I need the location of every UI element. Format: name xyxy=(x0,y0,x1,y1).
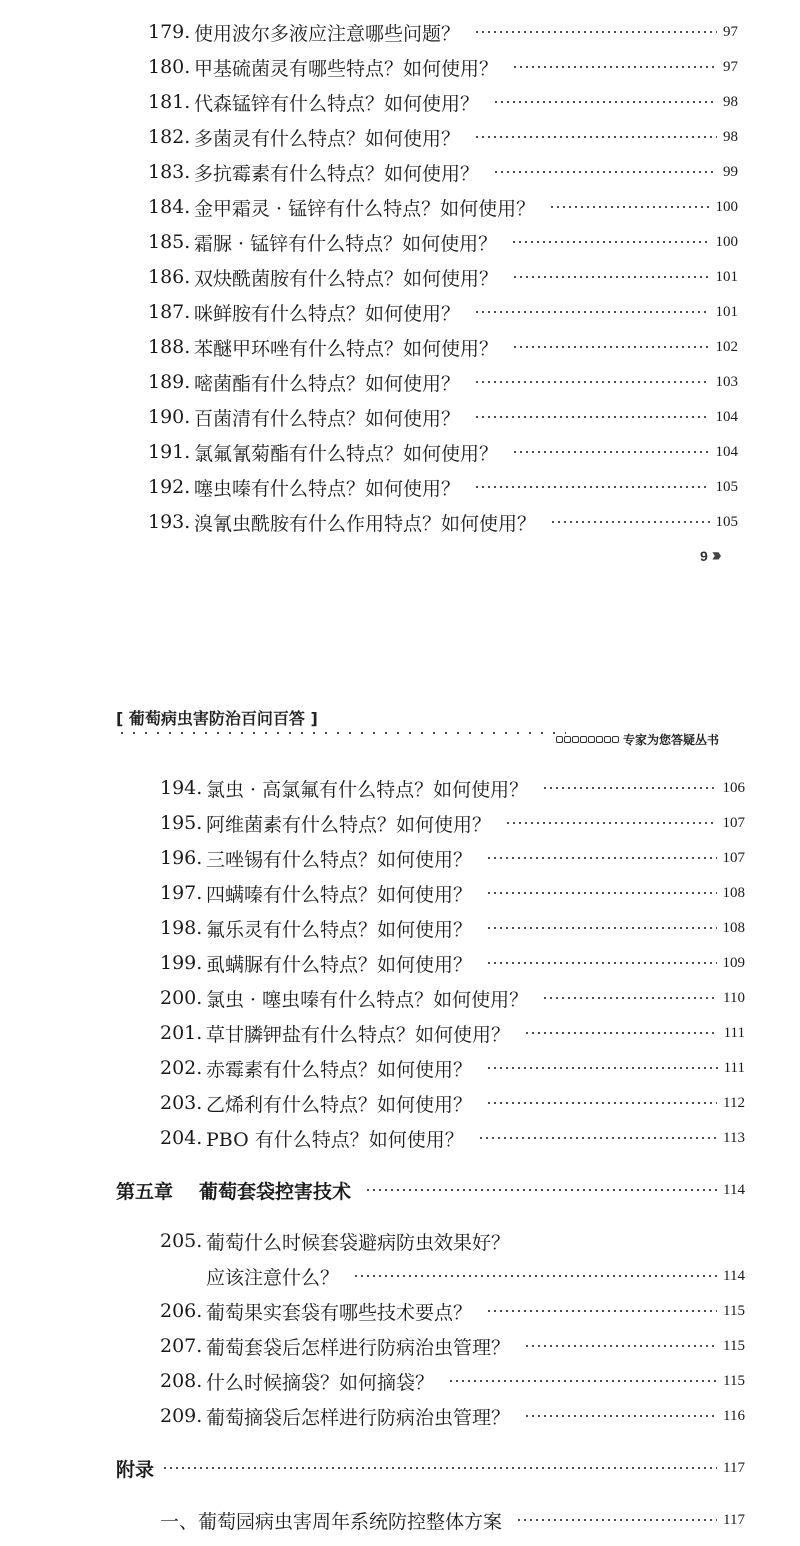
entry-title: 阿维菌素有什么特点？如何使用？ xyxy=(206,813,492,836)
entry-title: 乙烯利有什么特点？如何使用？ xyxy=(206,1093,473,1116)
leader-dots xyxy=(478,1136,717,1140)
entry-page: 115 xyxy=(723,1337,745,1354)
entry-page: 117 xyxy=(723,1459,745,1476)
leader-dots xyxy=(516,1518,717,1522)
leader-dots xyxy=(493,170,717,174)
entry-number: 180. xyxy=(148,56,191,78)
leader-dots xyxy=(474,30,717,34)
entry-title: 嘧菌酯有什么特点？如何使用？ xyxy=(194,372,461,395)
toc-entry xyxy=(148,332,738,362)
entry-page: 115 xyxy=(723,1372,745,1389)
leader-dots xyxy=(474,380,709,384)
entry-page: 110 xyxy=(723,989,745,1006)
entry-title: 多抗霉素有什么特点？如何使用？ xyxy=(194,162,480,185)
entry-page: 117 xyxy=(723,1511,745,1528)
entry-number: 181. xyxy=(148,91,191,113)
leader-dots xyxy=(162,1466,717,1470)
entry-page: 101 xyxy=(715,303,738,320)
toc-entry xyxy=(160,1366,745,1396)
entry-title: 咪鲜胺有什么特点？如何使用？ xyxy=(194,302,461,325)
entry-number: 186. xyxy=(148,266,191,288)
leader-dots xyxy=(486,1101,717,1105)
chapter-label: 第五章 xyxy=(116,1180,174,1203)
entry-page: 109 xyxy=(722,954,745,971)
entry-title: 应该注意什么？ xyxy=(206,1266,340,1289)
toc-entry xyxy=(160,843,745,873)
entry-page: 116 xyxy=(723,1407,745,1424)
entry-number: 191. xyxy=(148,441,191,463)
leader-dots xyxy=(365,1188,717,1192)
entry-title: 氯氟氰菊酯有什么特点？如何使用？ xyxy=(194,442,499,465)
entry-number: 205. xyxy=(160,1230,203,1252)
entry-number: 179. xyxy=(148,21,191,43)
entry-title: 什么时候摘袋？如何摘袋？ xyxy=(206,1371,435,1394)
leader-dots xyxy=(486,1309,717,1313)
entry-title: 双炔酰菌胺有什么特点？如何使用？ xyxy=(194,267,499,290)
entry-page: 105 xyxy=(715,513,738,530)
entry-title: 赤霉素有什么特点？如何使用？ xyxy=(206,1058,473,1081)
leader-dots xyxy=(512,65,717,69)
leader-dots xyxy=(474,415,709,419)
entry-title: 百菌清有什么特点？如何使用？ xyxy=(194,407,461,430)
chapter-heading xyxy=(116,1175,745,1205)
entry-page: 114 xyxy=(723,1181,745,1198)
entry-title: 葡萄什么时候套袋避病防虫效果好？ xyxy=(206,1231,511,1254)
leader-dots xyxy=(474,485,709,489)
toc-entry xyxy=(160,1401,745,1431)
entry-number: 194. xyxy=(160,777,203,799)
toc-entry-continuation xyxy=(206,1261,745,1291)
toc-entry xyxy=(148,402,738,432)
leader-dots xyxy=(524,1414,717,1418)
chapter-title: 葡萄套袋控害技术 xyxy=(199,1180,352,1203)
entry-title: 代森锰锌有什么特点？如何使用？ xyxy=(194,92,480,115)
entry-page: 111 xyxy=(723,1024,745,1041)
entry-page: 98 xyxy=(723,93,738,110)
entry-number: 204. xyxy=(160,1127,203,1149)
toc-entry xyxy=(160,808,745,838)
page-number-value: 9 xyxy=(700,548,708,564)
entry-page: 108 xyxy=(722,919,745,936)
leader-dots xyxy=(486,1066,718,1070)
toc-entry xyxy=(160,1053,745,1083)
leader-dots xyxy=(549,205,709,209)
toc-entry xyxy=(148,17,738,47)
entry-page: 113 xyxy=(723,1129,745,1146)
entry-page: 97 xyxy=(723,58,738,75)
toc-entry xyxy=(160,1018,745,1048)
toc-entry xyxy=(160,878,745,908)
entry-page: 104 xyxy=(715,408,738,425)
entry-page: 103 xyxy=(715,373,738,390)
entry-number: 185. xyxy=(148,231,191,253)
leader-dots xyxy=(486,856,716,860)
entry-title: 甲基硫菌灵有哪些特点？如何使用？ xyxy=(194,57,499,80)
entry-title: 多菌灵有什么特点？如何使用？ xyxy=(194,127,461,150)
toc-entry xyxy=(148,262,738,292)
entry-title: 草甘膦钾盐有什么特点？如何使用？ xyxy=(206,1023,511,1046)
entry-number: 184. xyxy=(148,196,191,218)
entry-number: 200. xyxy=(160,987,203,1009)
entry-title: 氯虫 · 噻虫嗪有什么特点？如何使用？ xyxy=(206,988,529,1011)
toc-entry xyxy=(148,297,738,327)
toc-entry xyxy=(148,227,738,257)
leader-dots xyxy=(448,1379,717,1383)
entry-title: 四螨嗪有什么特点？如何使用？ xyxy=(206,883,473,906)
entry-number: 190. xyxy=(148,406,191,428)
leader-dots xyxy=(474,310,709,314)
entry-number: 183. xyxy=(148,161,191,183)
toc-entry xyxy=(160,1296,745,1326)
entry-title: 一、葡萄园病虫害周年系统防控整体方案 xyxy=(160,1510,503,1533)
toc-entry xyxy=(160,773,745,803)
appendix-title: 附录 xyxy=(116,1458,155,1481)
entry-title: 葡萄套袋后怎样进行防病治虫管理？ xyxy=(206,1336,511,1359)
leader-dots xyxy=(524,1031,718,1035)
entry-number: 197. xyxy=(160,882,203,904)
toc-entry xyxy=(148,367,738,397)
running-header-series xyxy=(556,731,719,748)
entry-page: 115 xyxy=(723,1302,745,1319)
entry-title: PBO 有什么特点？如何使用？ xyxy=(206,1128,464,1151)
leader-dots xyxy=(512,450,709,454)
toc-entry xyxy=(148,192,738,222)
entry-number: 196. xyxy=(160,847,203,869)
toc-entry xyxy=(148,122,738,152)
entry-title: 葡萄果实套袋有哪些技术要点？ xyxy=(206,1301,473,1324)
entry-number: 207. xyxy=(160,1335,203,1357)
leader-dots xyxy=(550,520,709,524)
entry-number: 199. xyxy=(160,952,203,974)
toc-entry xyxy=(160,1226,745,1256)
leader-dots xyxy=(486,891,716,895)
leader-dots xyxy=(353,1274,717,1278)
appendix-item xyxy=(160,1505,745,1535)
entry-number: 198. xyxy=(160,917,203,939)
entry-number: 209. xyxy=(160,1405,203,1427)
toc-entry xyxy=(148,437,738,467)
leader-dots xyxy=(511,240,709,244)
toc-entry xyxy=(160,983,745,1013)
entry-number: 195. xyxy=(160,812,203,834)
series-name: 专家为您答疑丛书 xyxy=(623,733,720,747)
appendix-heading xyxy=(116,1453,745,1483)
entry-page: 100 xyxy=(715,198,738,215)
leader-dots xyxy=(474,135,717,139)
entry-title: 金甲霜灵 · 锰锌有什么特点？如何使用？ xyxy=(194,197,536,220)
leader-dots xyxy=(512,275,709,279)
entry-number: 206. xyxy=(160,1300,203,1322)
entry-page: 111 xyxy=(723,1059,745,1076)
toc-entry xyxy=(160,948,745,978)
toc-entry xyxy=(160,1331,745,1361)
entry-number: 201. xyxy=(160,1022,203,1044)
toc-entry xyxy=(160,913,745,943)
entry-page: 107 xyxy=(722,849,745,866)
entry-number: 192. xyxy=(148,476,191,498)
entry-number: 208. xyxy=(160,1370,203,1392)
entry-title: 霜脲 · 锰锌有什么特点？如何使用？ xyxy=(194,232,498,255)
entry-number: 203. xyxy=(160,1092,203,1114)
squares-ornament-icon xyxy=(556,736,619,743)
toc-entry xyxy=(148,87,738,117)
entry-number: 188. xyxy=(148,336,191,358)
entry-page: 105 xyxy=(715,478,738,495)
entry-page: 100 xyxy=(715,233,738,250)
entry-title: 三唑锡有什么特点？如何使用？ xyxy=(206,848,473,871)
entry-page: 114 xyxy=(723,1267,745,1284)
entry-page: 112 xyxy=(723,1094,745,1111)
toc-entry xyxy=(160,1088,745,1118)
entry-page: 106 xyxy=(722,779,745,796)
running-header-title: [ 葡萄病虫害防治百问百答 ] xyxy=(116,709,318,728)
entry-title: 噻虫嗪有什么特点？如何使用？ xyxy=(194,477,461,500)
toc-entry xyxy=(148,507,738,537)
entry-title: 氯虫 · 高氯氟有什么特点？如何使用？ xyxy=(206,778,529,801)
toc-entry xyxy=(148,52,738,82)
entry-page: 98 xyxy=(723,128,738,145)
leader-dots xyxy=(486,926,716,930)
entry-page: 101 xyxy=(715,268,738,285)
entry-page: 102 xyxy=(715,338,738,355)
leader-dots xyxy=(493,100,717,104)
leader-dots xyxy=(524,1344,717,1348)
entry-page: 104 xyxy=(715,443,738,460)
entry-page: 108 xyxy=(722,884,745,901)
leader-dots xyxy=(512,345,709,349)
entry-page: 107 xyxy=(722,814,745,831)
entry-number: 182. xyxy=(148,126,191,148)
entry-number: 202. xyxy=(160,1057,203,1079)
entry-title: 葡萄摘袋后怎样进行防病治虫管理？ xyxy=(206,1406,511,1429)
header-dotted-rule xyxy=(116,731,566,735)
entry-title: 苯醚甲环唑有什么特点？如何使用？ xyxy=(194,337,499,360)
toc-entry xyxy=(160,1123,745,1153)
entry-title: 溴氰虫酰胺有什么作用特点？如何使用？ xyxy=(194,512,537,535)
entry-title: 使用波尔多液应注意哪些问题？ xyxy=(194,22,461,45)
entry-page: 97 xyxy=(723,23,738,40)
double-chevron-right-icon: ››› xyxy=(711,545,718,565)
toc-entry xyxy=(148,157,738,187)
entry-title: 虱螨脲有什么特点？如何使用？ xyxy=(206,953,473,976)
leader-dots xyxy=(542,786,716,790)
entry-page: 99 xyxy=(723,163,738,180)
entry-number: 187. xyxy=(148,301,191,323)
entry-title: 氟乐灵有什么特点？如何使用？ xyxy=(206,918,473,941)
toc-entry xyxy=(148,472,738,502)
entry-number: 189. xyxy=(148,371,191,393)
leader-dots xyxy=(542,996,717,1000)
page-number xyxy=(700,545,718,566)
leader-dots xyxy=(486,961,716,965)
entry-number: 193. xyxy=(148,511,191,533)
leader-dots xyxy=(505,821,716,825)
